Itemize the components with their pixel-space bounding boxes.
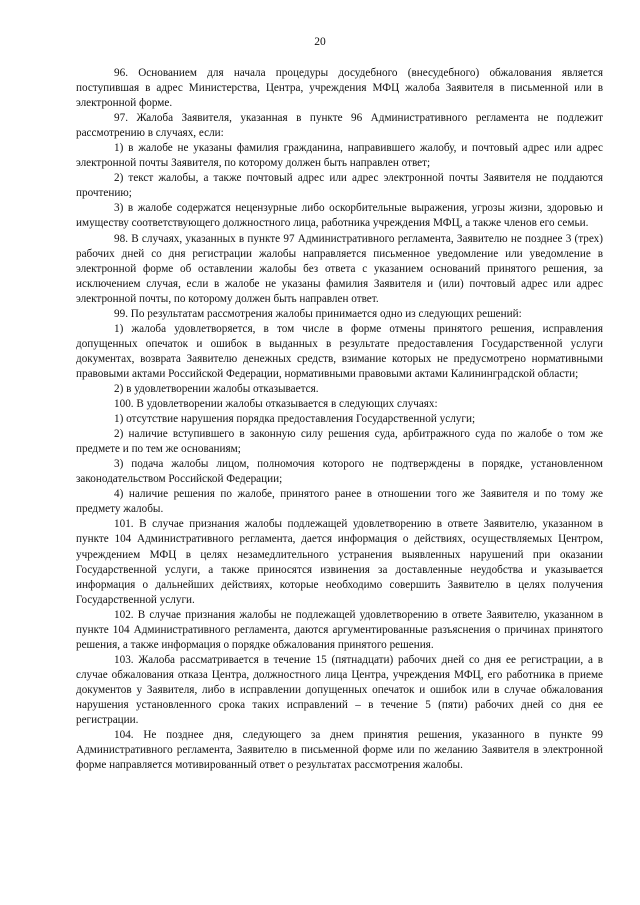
paragraph-103: 103. Жалоба рассматривается в течение 15 (пятнадцати) рабочих дней со дня ее регистрации, а в случае обжалования отказа Центра, должностного лица Центра, учреждения МФЦ, его работника в приеме документов у Заявителя, либо в исправлении допущенных опечаток и ошибок или в случае обжалования нарушения установленного срока таких исправлений – в течение 5 (пяти) рабочих дней со дня ее регистрации. — [76, 653, 603, 727]
paragraph-100-item-4: 4) наличие решения по жалобе, принятого ранее в отношении того же Заявителя и по тому же предмету жалобы. — [76, 488, 603, 516]
paragraph-96: 96. Основанием для начала процедуры досудебного (внесудебного) обжалования является поступившая в адрес Министерства, Центра, учреждения МФЦ жалоба Заявителя в письменной или в электронной форме. — [76, 67, 603, 110]
paragraph-100-item-2: 2) наличие вступившего в законную силу решения суда, арбитражного суда по жалобе о том же предмете и по тем же основаниям; — [76, 428, 603, 456]
paragraph-100-item-1: 1) отсутствие нарушения порядка предоставления Государственной услуги; — [114, 413, 476, 426]
paragraph-97: 97. Жалоба Заявителя, указанная в пункте 96 Административного регламента не подлежит рассмотрению в случаях, если: — [76, 112, 603, 140]
paragraph-97-item-3: 3) в жалобе содержатся нецензурные либо оскорбительные выражения, угрозы жизни, здоровью и имуществу соответствующего должностного лица, работника учреждения МФЦ, а также членов его семьи. — [76, 202, 603, 230]
paragraph-99-item-1: 1) жалоба удовлетворяется, в том числе в форме отмены принятого решения, исправления допущенных опечаток и ошибок в выданных в результате предоставления Государственной услуги документах, возврата Заявителю денежных средств, взимание которых не предусмотрено нормативными правовыми актами Российской Федерации, нормативными правовыми актами Калининградской области; — [76, 322, 603, 380]
paragraph-100-item-3: 3) подача жалобы лицом, полномочия которого не подтверждены в порядке, установленном законодательством Российской Федерации; — [76, 458, 603, 486]
page-number: 20 — [314, 36, 326, 48]
paragraph-99-item-2: 2) в удовлетворении жалобы отказывается. — [114, 382, 319, 395]
paragraph-98: 98. В случаях, указанных в пункте 97 Административного регламента, Заявителю не позднее 3 (трех) рабочих дней со дня регистрации жалобы направляется письменное уведомление или уведомление в электронной форме об оставлении жалобы без ответа с указанием оснований принятого решения, за исключением случая, если в жалобе не указаны фамилия Заявителя и (или) почтовый адрес или адрес электронной почты, по которому должен быть направлен ответ. — [76, 232, 603, 305]
paragraph-102: 102. В случае признания жалобы не подлежащей удовлетворению в ответе Заявителю, указанном в пункте 104 Административного регламента, даются аргументированные разъяснения о причинах принятого решения, а также информация о порядке обжалования принятого решения. — [76, 608, 603, 651]
paragraph-101: 101. В случае признания жалобы подлежащей удовлетворению в ответе Заявителю, указанном в пункте 104 Административного регламента, дается информация о действиях, осуществляемых Центром, учреждением МФЦ в целях незамедлительного устранения выявленных нарушений при оказании Государственной услуги, а также приносятся извинения за доставленные неудобства и указывается информация о дальнейших действиях, которые необходимо совершить Заявителю в целях получения Государственной услуги. — [76, 518, 603, 606]
paragraph-99: 99. По результатам рассмотрения жалобы принимается одно из следующих решений: — [114, 307, 522, 320]
document-body — [76, 66, 603, 773]
paragraph-97-item-1: 1) в жалобе не указаны фамилия гражданина, направившего жалобу, и почтовый адрес или адрес электронной почты Заявителя, по которому должен быть направлен ответ; — [76, 142, 603, 170]
paragraph-97-item-2: 2) текст жалобы, а также почтовый адрес или адрес электронной почты Заявителя не поддаются прочтению; — [76, 172, 603, 200]
paragraph-104: 104. Не позднее дня, следующего за днем принятия решения, указанного в пункте 99 Административного регламента, Заявителю в письменной форме или по желанию Заявителя в электронной форме направляется мотивированный ответ о результатах рассмотрения жалобы. — [76, 729, 603, 772]
paragraph-100: 100. В удовлетворении жалобы отказывается в следующих случаях: — [114, 398, 438, 411]
